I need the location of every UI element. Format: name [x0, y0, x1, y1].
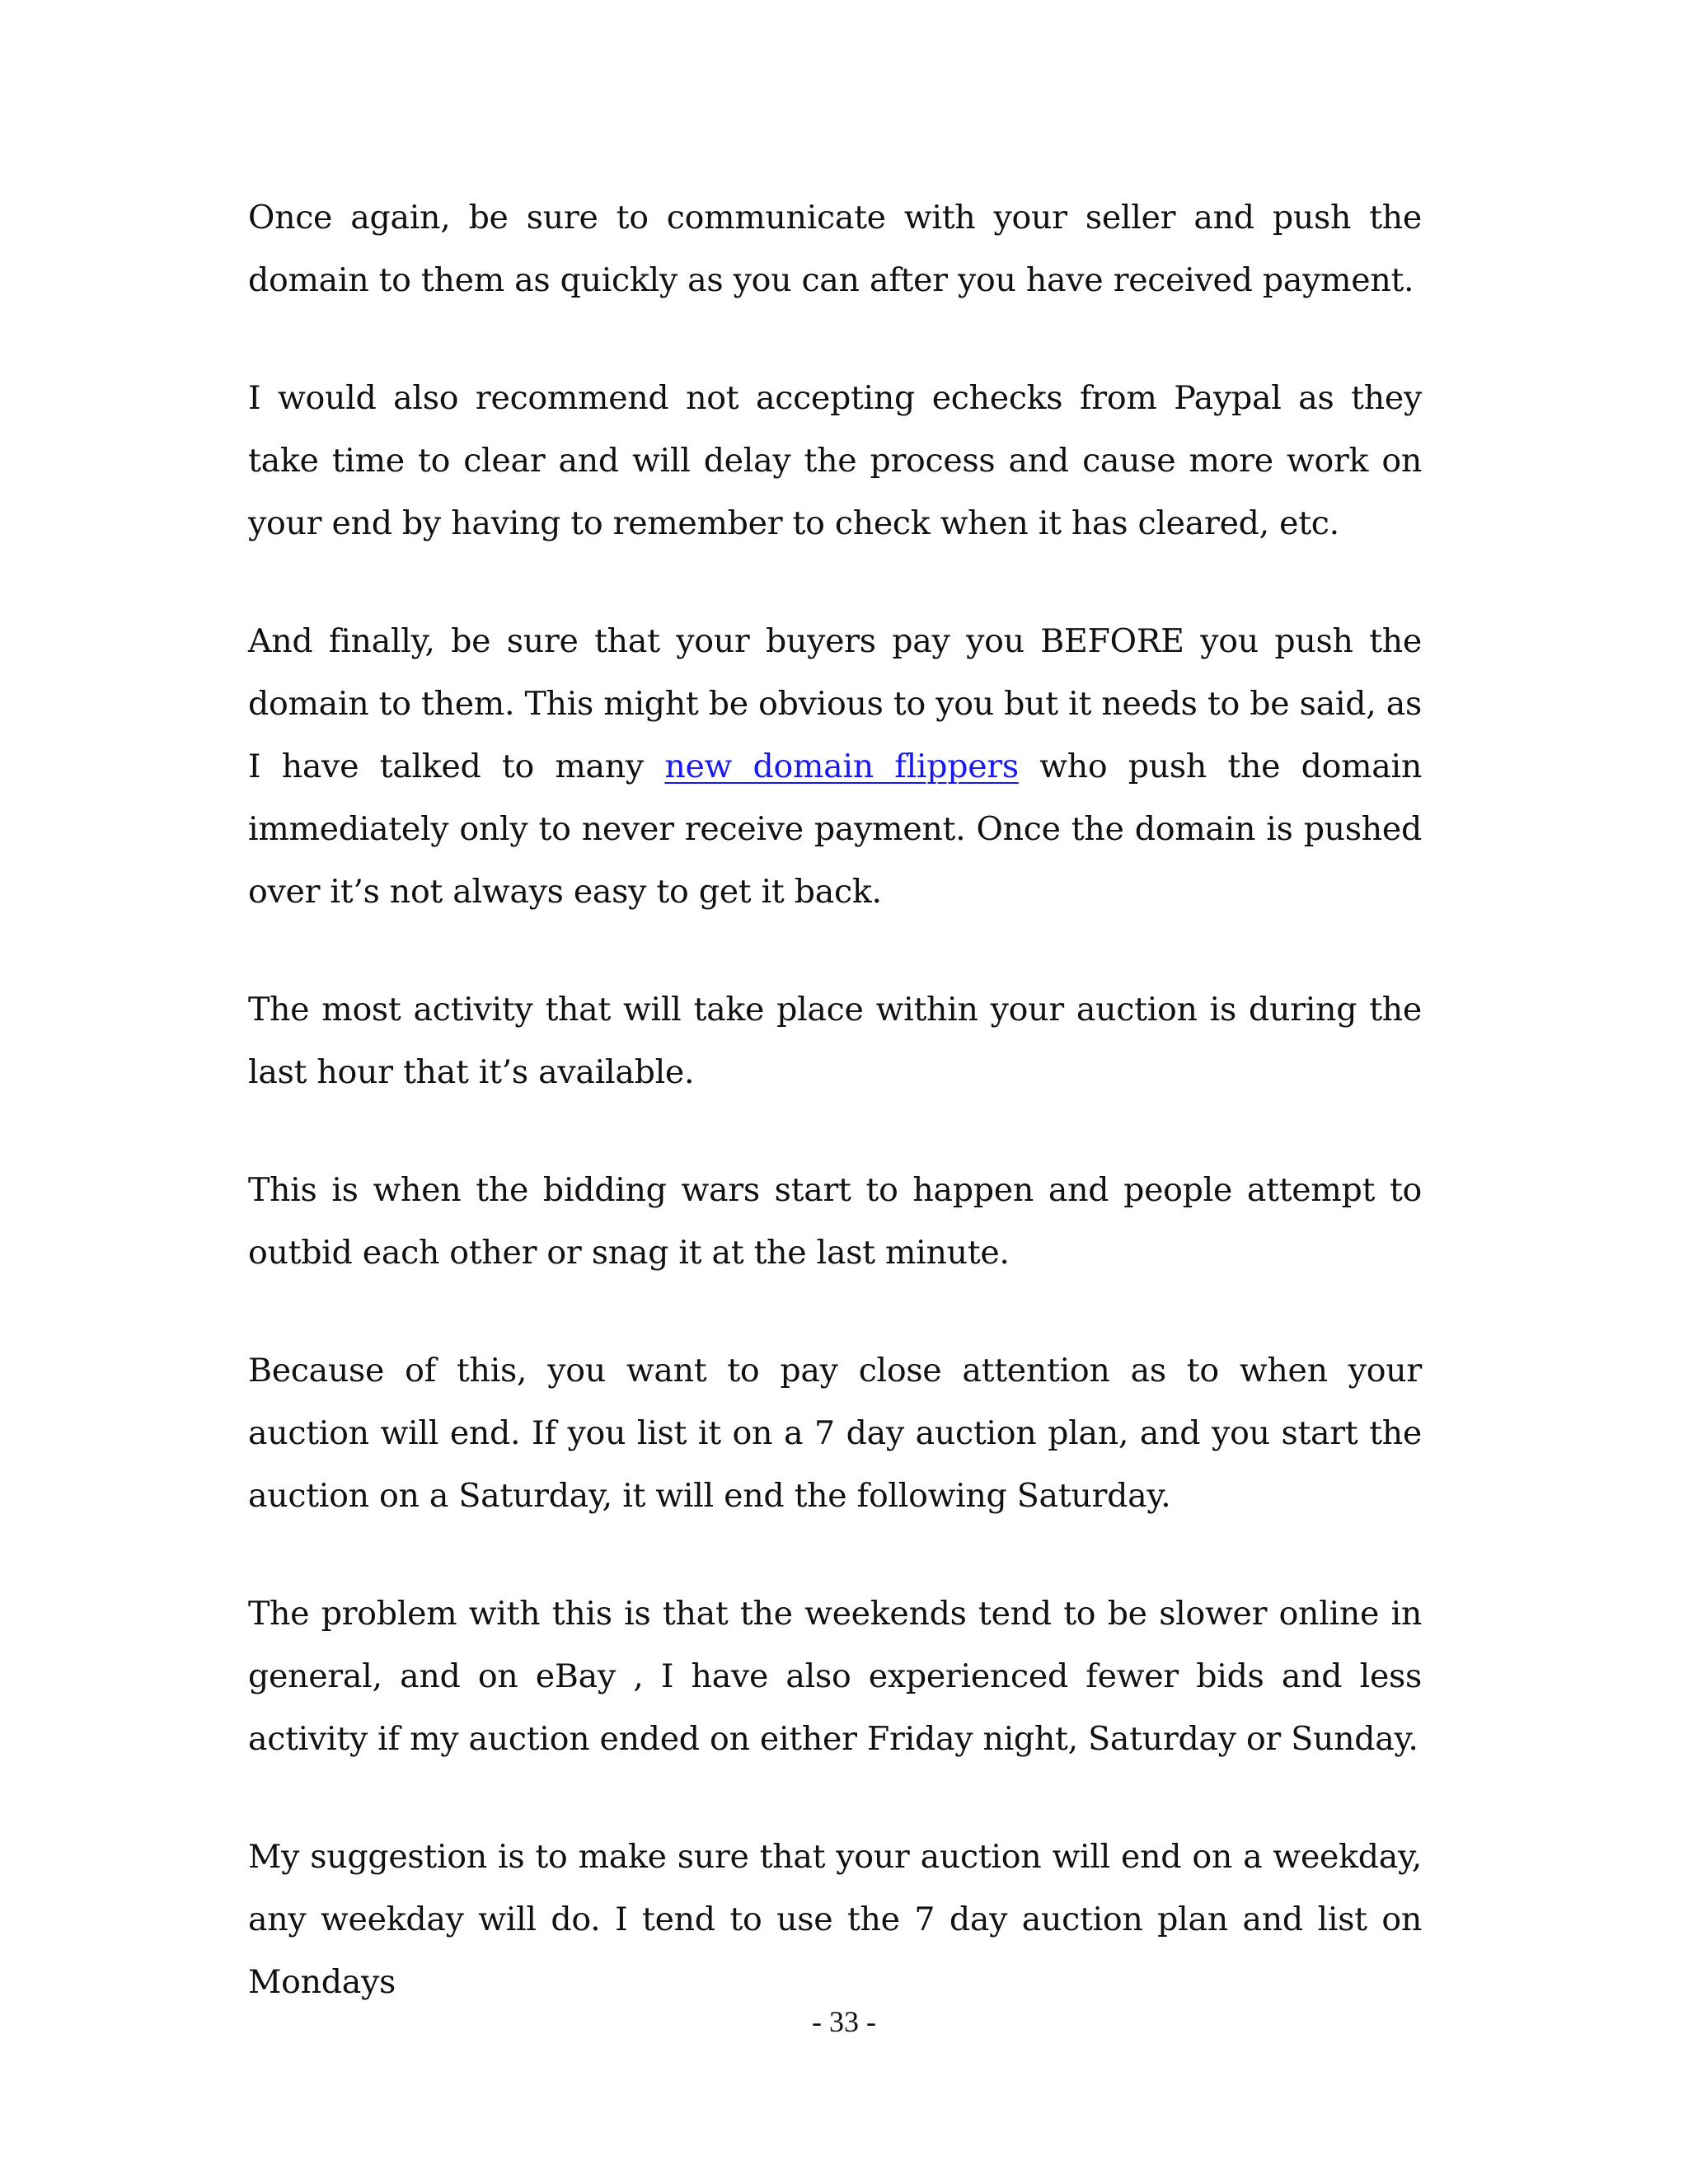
paragraph-bidding-wars: This is when the bidding wars start to happen and people attempt to outbid each other or snag it at the last minute. [248, 1171, 1422, 1272]
page-number: - 33 - [812, 2005, 876, 2038]
document-body [248, 186, 1422, 2069]
paragraph-payment-first-text-after: who push the domain immediately only to never receive payment. Once the domain is pushed over it’s not always easy to get it back. [248, 748, 1423, 911]
paragraph-weekends: The problem with this is that the weekends tend to be slower online in general, and on eBay , I have also experienced fewer bids and less activity if my auction ended on either Friday night, Saturday or Sunday. [248, 1595, 1422, 1758]
paragraph-echecks: I would also recommend not accepting echecks from Paypal as they take time to clear and will delay the process and cause more work on your end by having to remember to check when it has cleared, etc. [248, 379, 1422, 542]
paragraph-payment-first [248, 610, 1422, 923]
paragraph-weekday-suggestion: My suggestion is to make sure that your auction will end on a weekday, any weekday will do. I tend to use the 7 day auction plan and list on Mondays [248, 1838, 1422, 2001]
paragraph-auction-activity: The most activity that will take place within your auction is during the last hour that it’s available. [248, 991, 1422, 1091]
paragraph-payment-first-text-before: And finally, be sure that your buyers pay you BEFORE you push the domain to them. This might be obvious to you but it needs to be said, as I have talked to many [248, 622, 1422, 785]
paragraph-communicate-seller: Once again, be sure to communicate with your seller and push the domain to them as quickly as you can after you have received payment. [248, 199, 1422, 299]
paragraph-auction-end: Because of this, you want to pay close attention as to when your auction will end. If you list it on a 7 day auction plan, and you start the auction on a Saturday, it will end the following Saturday. [248, 1352, 1422, 1515]
new-domain-flippers-link[interactable]: new domain flippers [664, 748, 1019, 785]
